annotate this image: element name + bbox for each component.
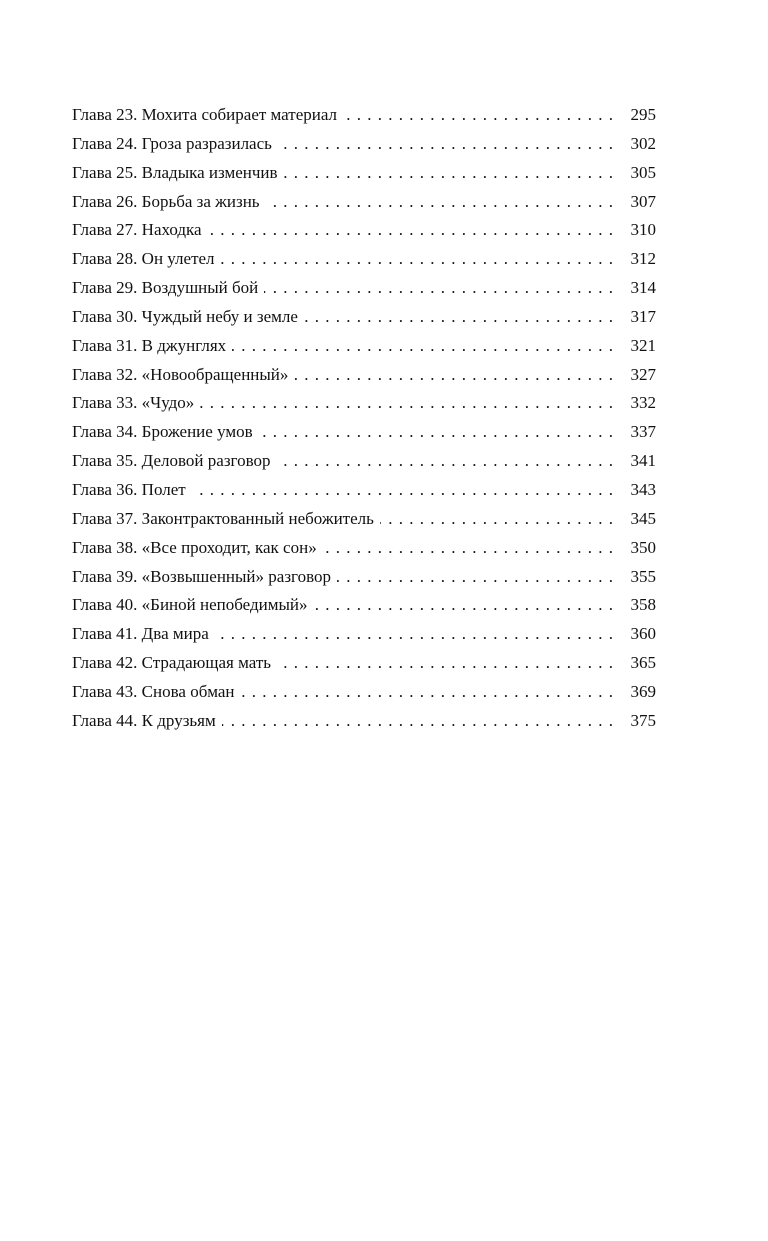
dot-leader [240, 678, 614, 707]
dot-leader [192, 476, 614, 505]
toc-entry [72, 130, 656, 159]
toc-entry [72, 476, 656, 505]
dot-leader [314, 591, 615, 620]
toc-entry-title: Глава 38. «Все проходит, как сон» [72, 537, 317, 557]
toc-entry-title: Глава 44. К друзьям [72, 710, 216, 730]
dot-leader [323, 534, 614, 563]
toc-entry-title: Глава 41. Два мира [72, 624, 209, 644]
toc-entry [72, 361, 656, 390]
toc-entry-title: Глава 33. «Чудо» [72, 393, 195, 413]
toc-entry-page: 305 [630, 162, 656, 182]
toc-entry-title: Глава 40. «Биной непобедимый» [72, 595, 308, 615]
dot-leader [380, 505, 614, 534]
table-of-contents [72, 101, 656, 736]
toc-entry-title: Глава 28. Он улетел [72, 249, 215, 269]
toc-entry [72, 418, 656, 447]
toc-entry [72, 447, 656, 476]
toc-entry-title: Глава 39. «Возвышенный» разговор [72, 566, 332, 586]
toc-entry-page: 295 [630, 105, 656, 124]
toc-entry-title: Глава 23. Мохита собирает материал [72, 105, 338, 124]
toc-entry-title: Глава 25. Владыка изменчив [72, 162, 278, 182]
toc-entry-title: Глава 31. В джунглях [72, 335, 227, 355]
toc-entry-page: 317 [630, 306, 656, 326]
toc-entry-page: 341 [630, 451, 656, 471]
dot-leader [277, 649, 614, 678]
toc-entry-title: Глава 36. Полет [72, 479, 186, 499]
toc-entry-page: 310 [630, 220, 656, 240]
dot-leader [264, 274, 614, 303]
toc-entry-page: 307 [630, 191, 656, 211]
toc-entry-page: 360 [630, 624, 656, 644]
toc-entry-title: Глава 34. Брожение умов [72, 422, 253, 442]
toc-entry [72, 591, 656, 620]
toc-entry-title: Глава 42. Страдающая мать [72, 653, 272, 673]
toc-entry-page: 337 [630, 422, 656, 442]
dot-leader [284, 159, 614, 188]
toc-entry [72, 245, 656, 274]
toc-entry-page: 321 [630, 335, 656, 355]
toc-entry-title: Глава 24. Гроза разразилась [72, 133, 272, 153]
dot-leader [343, 101, 614, 130]
toc-entry [72, 216, 656, 245]
dot-leader [232, 332, 614, 361]
dot-leader [337, 563, 614, 592]
toc-entry [72, 303, 656, 332]
toc-entry-page: 358 [630, 595, 656, 615]
toc-entry-page: 365 [630, 653, 656, 673]
toc-entry [72, 188, 656, 217]
toc-entry [72, 563, 656, 592]
toc-entry [72, 620, 656, 649]
toc-entry-page: 369 [630, 681, 656, 701]
toc-entry-page: 375 [630, 710, 656, 730]
dot-leader [304, 303, 614, 332]
toc-entry-title: Глава 43. Снова обман [72, 681, 235, 701]
dot-leader [200, 389, 614, 418]
toc-entry-title: Глава 29. Воздушный бой [72, 278, 259, 298]
toc-entry-page: 314 [630, 278, 656, 298]
toc-entry-title: Глава 30. Чуждый небу и земле [72, 306, 298, 326]
toc-entry-title: Глава 32. «Новообращенный» [72, 364, 289, 384]
toc-entry-title: Глава 27. Находка [72, 220, 202, 240]
toc-entry [72, 159, 656, 188]
dot-leader [277, 447, 615, 476]
dot-leader [208, 216, 614, 245]
toc-entry-page: 343 [630, 479, 656, 499]
toc-entry-page: 327 [630, 364, 656, 384]
toc-entry [72, 274, 656, 303]
toc-entry-page: 350 [630, 537, 656, 557]
toc-entry [72, 101, 656, 130]
toc-entry-page: 355 [630, 566, 656, 586]
dot-leader [259, 418, 614, 447]
toc-entry-page: 312 [630, 249, 656, 269]
toc-entry-page: 302 [630, 133, 656, 153]
dot-leader [215, 620, 614, 649]
toc-entry [72, 534, 656, 563]
toc-entry-title: Глава 26. Борьба за жизнь [72, 191, 260, 211]
toc-entry [72, 332, 656, 361]
toc-entry-title: Глава 35. Деловой разговор [72, 451, 271, 471]
toc-entry-page: 332 [630, 393, 656, 413]
dot-leader [278, 130, 614, 159]
toc-entry-page: 345 [630, 508, 656, 528]
toc-entry [72, 389, 656, 418]
toc-entry [72, 649, 656, 678]
dot-leader [294, 361, 614, 390]
dot-leader [266, 188, 614, 217]
toc-entry [72, 505, 656, 534]
toc-entry-title: Глава 37. Законтрактованный небожитель [72, 508, 374, 528]
toc-entry [72, 678, 656, 707]
dot-leader [221, 245, 614, 274]
dot-leader [222, 707, 614, 736]
toc-entry [72, 707, 656, 736]
